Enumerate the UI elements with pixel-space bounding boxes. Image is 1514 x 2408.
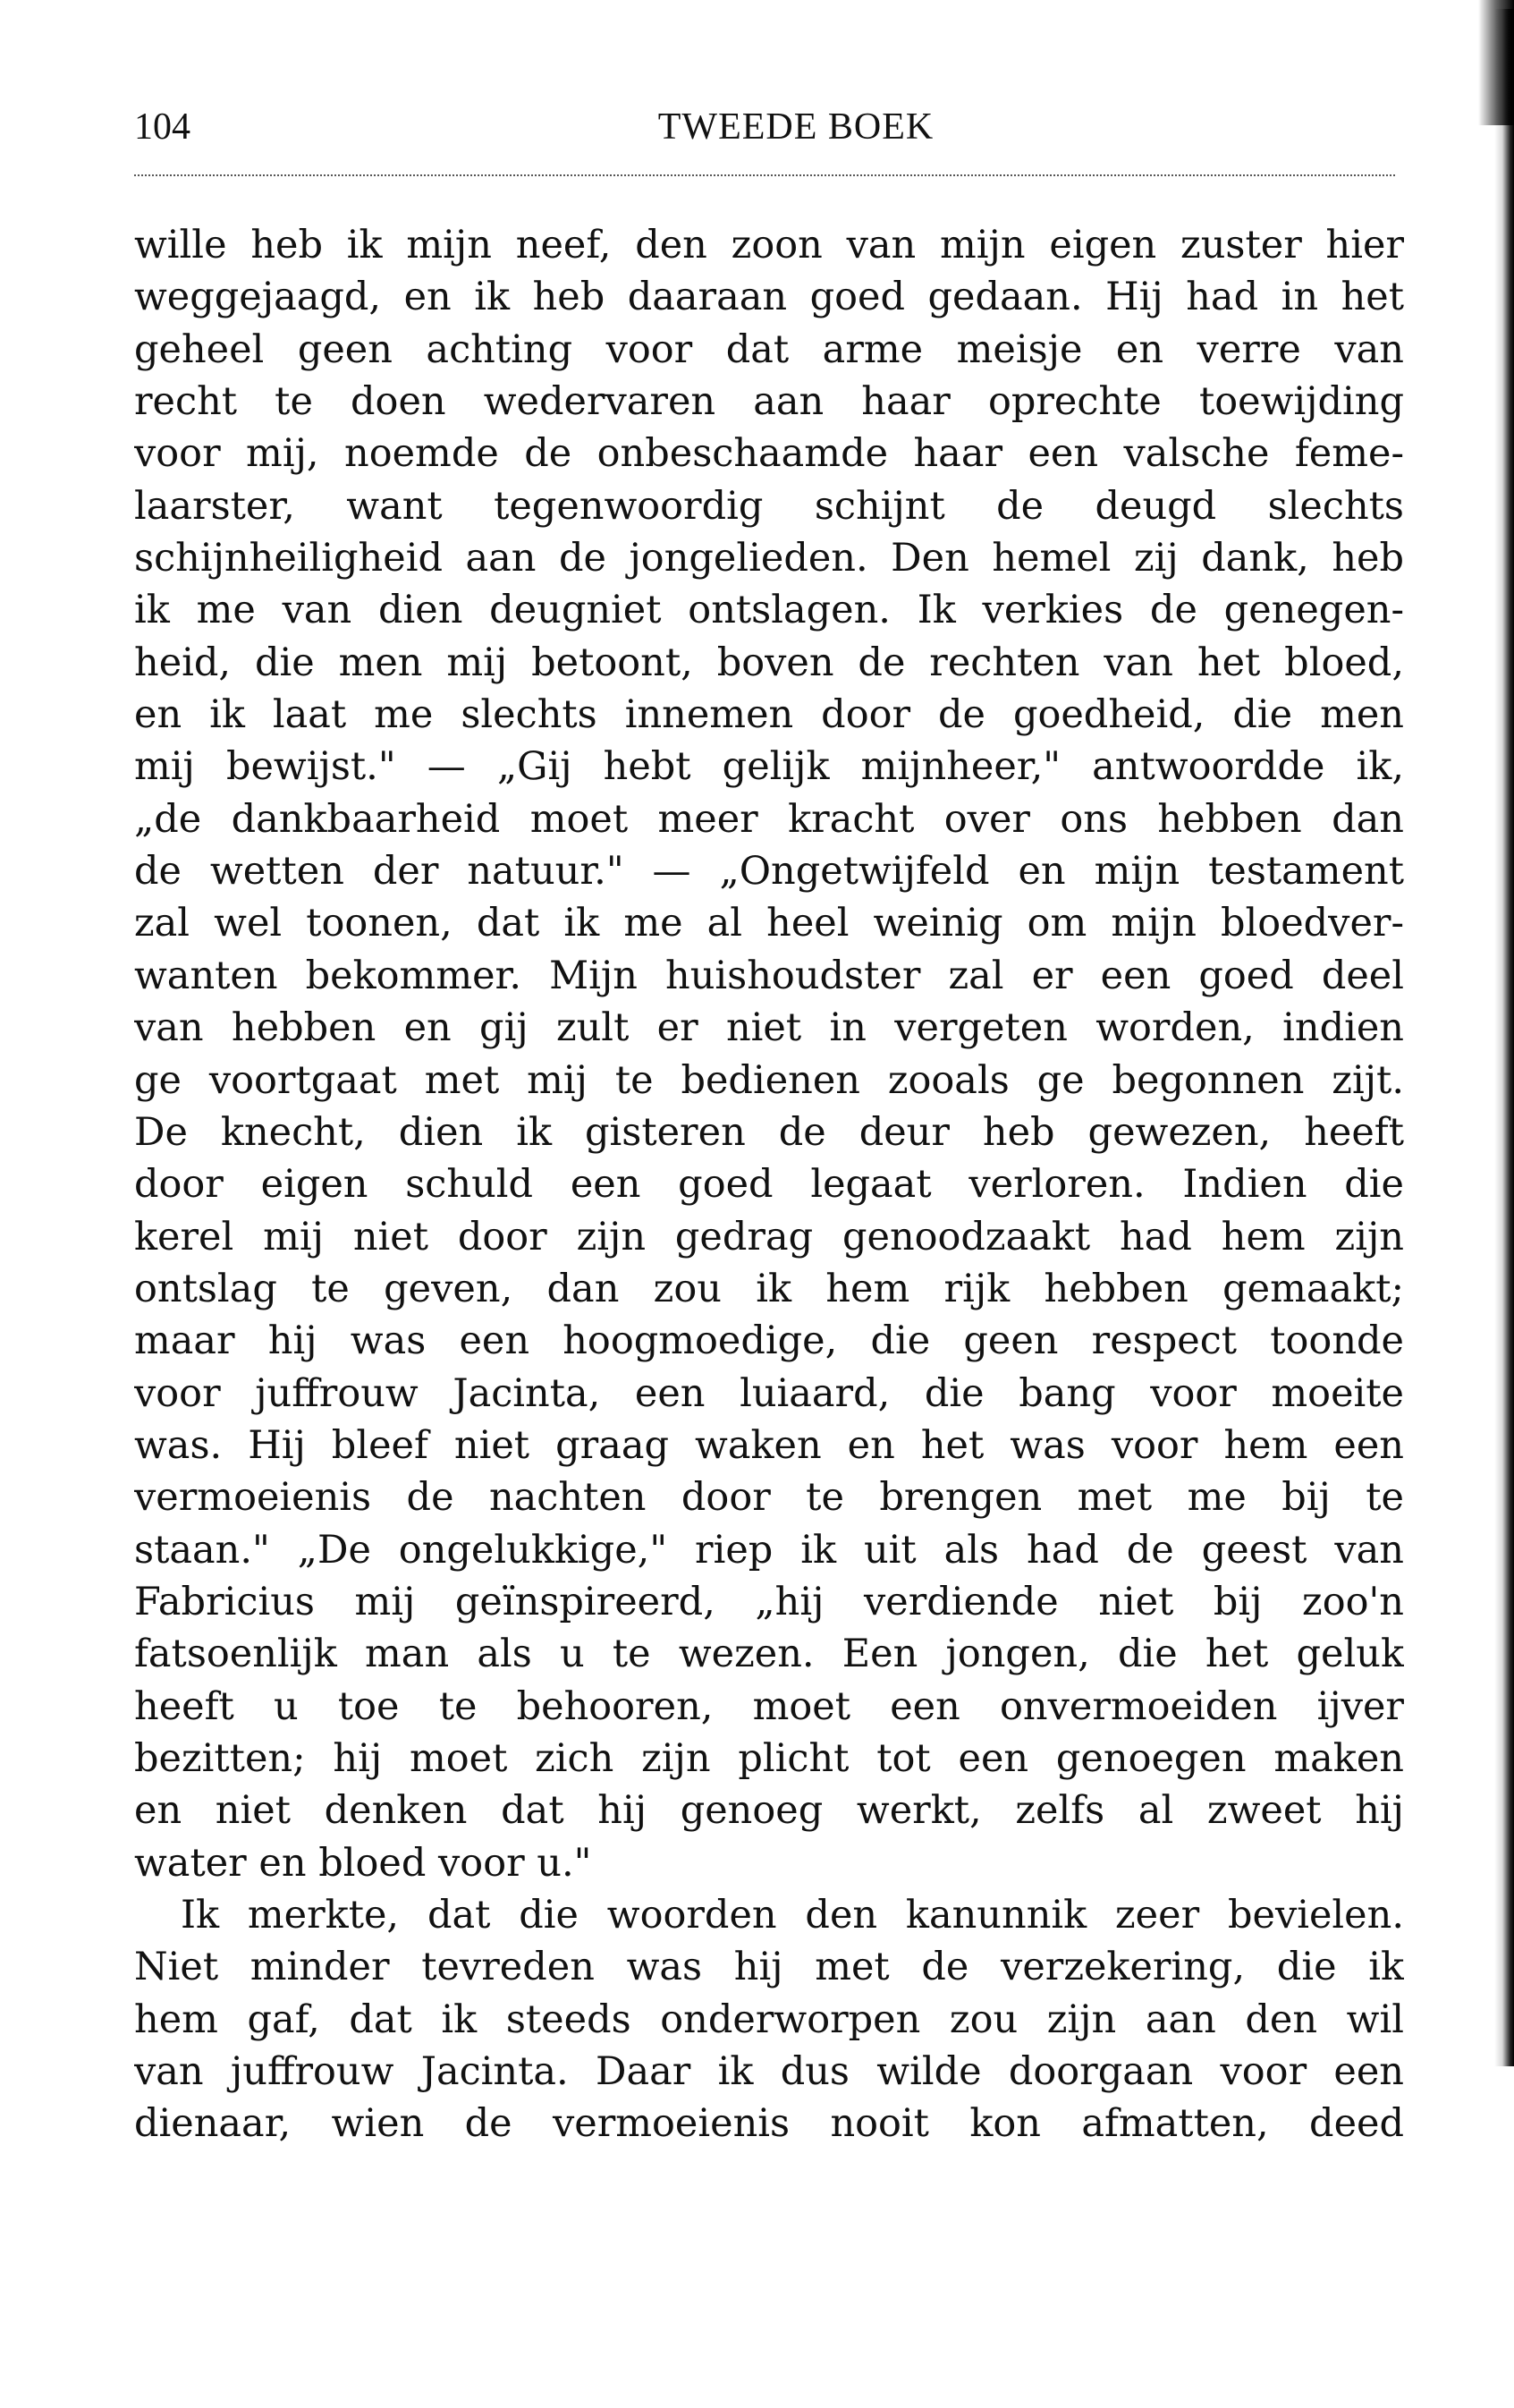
running-title: TWEEDE BOEK	[657, 106, 935, 148]
text-line: De knecht, dien ik gisteren de deur heb gewezen, heeft	[134, 1109, 1404, 1155]
text-line: staan." „De ongelukkige," riep ik uit als had de geest van	[134, 1527, 1404, 1573]
text-line-paragraph-end: water en bloed voor u."	[134, 1840, 592, 1886]
text-line: van hebben en gij zult er niet in vergeten worden, indien	[134, 1005, 1404, 1051]
text-line: kerel mij niet door zijn gedrag genoodzaakt had hem zijn	[134, 1214, 1404, 1259]
text-line: ik me van dien deugniet ontslagen. Ik verkies de genegen-	[134, 588, 1404, 633]
text-line: bezitten; hij moet zich zijn plicht tot een genoegen maken	[134, 1735, 1404, 1781]
text-line: voor juffrouw Jacinta, een luiaard, die bang voor moeite	[134, 1370, 1404, 1416]
text-line: vermoeienis de nachten door te brengen met me bij te	[134, 1475, 1404, 1521]
text-line: door eigen schuld een goed legaat verloren. Indien die	[134, 1162, 1404, 1208]
text-line: voor mij, noemde de onbeschaamde haar een valsche feme-	[134, 431, 1404, 477]
text-line: maar hij was een hoogmoedige, die geen respect toonde	[134, 1318, 1404, 1364]
header-divider	[134, 174, 1395, 176]
text-line: en ik laat me slechts innemen door de goedheid, die men	[134, 692, 1404, 738]
page-header	[134, 100, 1404, 154]
text-line: heeft u toe te behooren, moet een onvermoeiden ijver	[134, 1683, 1404, 1729]
text-line: wille heb ik mijn neef, den zoon van mijn eigen zuster hier	[134, 223, 1404, 267]
text-line: was. Hij bleef niet graag waken en het was voor hem een	[134, 1422, 1404, 1468]
text-line: de wetten der natuur." — „Ongetwijfeld en mijn testament	[134, 849, 1404, 895]
text-line: van juffrouw Jacinta. Daar ik dus wilde doorgaan voor een	[134, 2049, 1404, 2095]
text-line: heid, die men mij betoont, boven de rechten van het bloed,	[134, 640, 1404, 685]
text-line: wanten bekommer. Mijn huishoudster zal er een goed deel	[134, 953, 1404, 998]
text-line: ge voortgaat met mij te bedienen zooals ge begonnen zijt.	[134, 1057, 1404, 1103]
text-line: recht te doen wedervaren aan haar oprechte toewijding	[134, 379, 1404, 425]
text-line: fatsoenlijk man als u te wezen. Een jongen, die het geluk	[134, 1632, 1404, 1677]
scan-edge-shadow	[1494, 9, 1514, 2066]
text-line: „de dankbaarheid moet meer kracht over ons hebben dan	[134, 796, 1404, 842]
text-line: Niet minder tevreden was hij met de verzekering, die ik	[134, 1945, 1404, 1990]
text-line: hem gaf, dat ik steeds onderworpen zou zijn aan den wil	[134, 1997, 1404, 2042]
text-line: laarster, want tegenwoordig schijnt de deugd slechts	[134, 483, 1404, 529]
text-line: weggejaagd, en ik heb daaraan goed gedaan. Hij had in het	[134, 275, 1404, 320]
text-line: Fabricius mij geïnspireerd, „hij verdiende niet bij zoo'n	[134, 1579, 1404, 1624]
text-line: zal wel toonen, dat ik me al heel weinig om mijn bloedver-	[134, 901, 1404, 946]
text-line: ontslag te geven, dan zou ik hem rijk hebben gemaakt;	[134, 1266, 1404, 1311]
text-line: mij bewijst." — „Gij hebt gelijk mijnheer," antwoordde ik,	[134, 744, 1404, 790]
text-line: schijnheiligheid aan de jongelieden. Den hemel zij dank, heb	[134, 536, 1404, 581]
text-line: dienaar, wien de vermoeienis nooit kon afmatten, deed	[134, 2101, 1404, 2147]
text-line: en niet denken dat hij genoeg werkt, zelfs al zweet hij	[134, 1788, 1404, 1834]
page-number: 104	[134, 106, 190, 148]
text-line: geheel geen achting voor dat arme meisje en verre van	[134, 326, 1404, 372]
body-text	[134, 219, 1404, 2150]
text-line-paragraph-start: Ik merkte, dat die woorden den kanunnik zeer bevielen.	[181, 1893, 1404, 1937]
